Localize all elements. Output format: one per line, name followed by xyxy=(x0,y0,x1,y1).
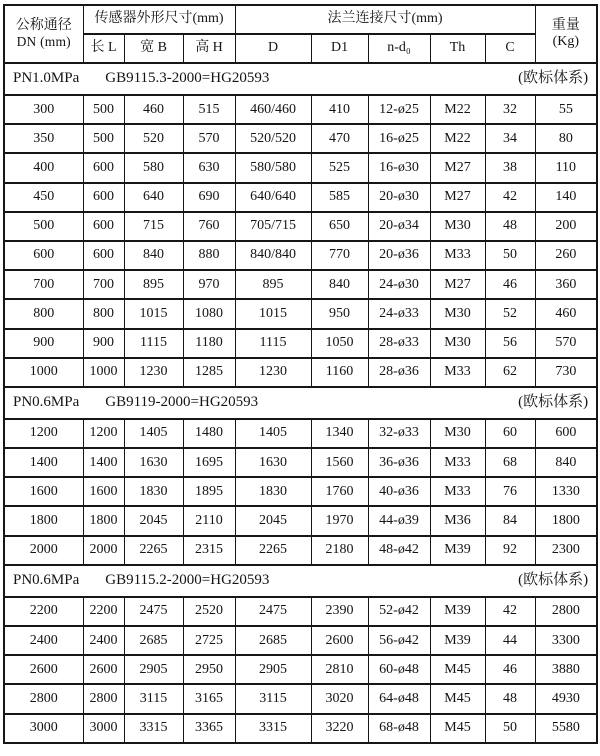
spec-value-cell: 600 xyxy=(83,241,124,270)
spec-value-cell: 1000 xyxy=(4,358,83,387)
spec-value-cell: 44 xyxy=(485,626,535,655)
spec-value-cell: 140 xyxy=(535,183,597,212)
spec-value-cell: 460 xyxy=(124,95,183,124)
spec-value-cell: 2905 xyxy=(124,655,183,684)
spec-value-cell: 2110 xyxy=(183,506,235,535)
spec-value-cell: 880 xyxy=(183,241,235,270)
section-header-row xyxy=(4,387,597,419)
table-row xyxy=(4,655,597,684)
spec-value-cell: 42 xyxy=(485,597,535,626)
spec-value-cell: 1230 xyxy=(124,358,183,387)
spec-value-cell: 950 xyxy=(311,299,368,328)
section-system-note: (欧标体系) xyxy=(518,572,589,589)
section-header-cell xyxy=(4,387,597,419)
column-header-width-b: 宽 B xyxy=(124,34,183,63)
spec-value-cell: 460/460 xyxy=(235,95,311,124)
spec-value-cell: 470 xyxy=(311,124,368,153)
column-header-c: C xyxy=(485,34,535,63)
spec-value-cell: 970 xyxy=(183,270,235,299)
spec-value-cell: 2600 xyxy=(311,626,368,655)
spec-value-cell: 76 xyxy=(485,477,535,506)
spec-value-cell: 840/840 xyxy=(235,241,311,270)
spec-value-cell: 900 xyxy=(83,329,124,358)
spec-value-cell: M30 xyxy=(430,299,485,328)
spec-value-cell: 2725 xyxy=(183,626,235,655)
table-row xyxy=(4,506,597,535)
column-header-weight xyxy=(535,5,597,63)
spec-value-cell: 410 xyxy=(311,95,368,124)
table-row xyxy=(4,329,597,358)
spec-value-cell: 700 xyxy=(83,270,124,299)
spec-value-cell: 2045 xyxy=(124,506,183,535)
spec-value-cell: 1480 xyxy=(183,419,235,448)
spec-value-cell: 68-ø48 xyxy=(368,714,430,743)
spec-value-cell: 640 xyxy=(124,183,183,212)
spec-value-cell: 2045 xyxy=(235,506,311,535)
spec-value-cell: 16-ø25 xyxy=(368,124,430,153)
spec-value-cell: 48-ø42 xyxy=(368,536,430,565)
spec-value-cell: 2200 xyxy=(4,597,83,626)
section-standard-code: GB9119-2000=HG20593 xyxy=(105,394,259,411)
spec-value-cell: 3300 xyxy=(535,626,597,655)
table-row xyxy=(4,212,597,241)
spec-value-cell: 2400 xyxy=(4,626,83,655)
spec-value-cell: M30 xyxy=(430,419,485,448)
header-group-row xyxy=(4,5,597,34)
table-row xyxy=(4,124,597,153)
table-row xyxy=(4,241,597,270)
spec-value-cell: 46 xyxy=(485,270,535,299)
spec-value-cell: 400 xyxy=(4,153,83,182)
dn-header-unit: DN (mm) xyxy=(16,34,71,50)
spec-value-cell: 16-ø30 xyxy=(368,153,430,182)
spec-value-cell: 1830 xyxy=(124,477,183,506)
spec-value-cell: 1800 xyxy=(535,506,597,535)
spec-value-cell: 1630 xyxy=(124,448,183,477)
spec-value-cell: 520/520 xyxy=(235,124,311,153)
column-header-th: Th xyxy=(430,34,485,63)
section-standard-code: GB9115.3-2000=HG20593 xyxy=(105,70,270,87)
spec-value-cell: 1230 xyxy=(235,358,311,387)
spec-value-cell: 64-ø48 xyxy=(368,684,430,713)
spec-value-cell: 4930 xyxy=(535,684,597,713)
column-header-dn xyxy=(4,5,83,63)
spec-value-cell: M27 xyxy=(430,153,485,182)
table-row xyxy=(4,153,597,182)
spec-value-cell: 840 xyxy=(124,241,183,270)
spec-value-cell: 600 xyxy=(83,183,124,212)
spec-value-cell: 3315 xyxy=(124,714,183,743)
spec-value-cell: M33 xyxy=(430,358,485,387)
spec-value-cell: 2180 xyxy=(311,536,368,565)
spec-value-cell: 36-ø36 xyxy=(368,448,430,477)
spec-value-cell: 1200 xyxy=(83,419,124,448)
spec-value-cell: 1970 xyxy=(311,506,368,535)
spec-value-cell: 640/640 xyxy=(235,183,311,212)
spec-value-cell: 895 xyxy=(235,270,311,299)
spec-value-cell: 515 xyxy=(183,95,235,124)
table-row xyxy=(4,299,597,328)
spec-value-cell: 1400 xyxy=(83,448,124,477)
column-group-flange-dimensions: 法兰连接尺寸(mm) xyxy=(235,5,535,34)
spec-value-cell: 92 xyxy=(485,536,535,565)
spec-value-cell: 2950 xyxy=(183,655,235,684)
spec-value-cell: 52-ø42 xyxy=(368,597,430,626)
spec-value-cell: M39 xyxy=(430,597,485,626)
spec-value-cell: M45 xyxy=(430,655,485,684)
spec-value-cell: 1405 xyxy=(124,419,183,448)
table-row xyxy=(4,536,597,565)
spec-value-cell: 110 xyxy=(535,153,597,182)
dn-header-title: 公称通径 xyxy=(15,18,72,34)
spec-value-cell: 12-ø25 xyxy=(368,95,430,124)
spec-value-cell: 580/580 xyxy=(235,153,311,182)
section-pressure-rating: PN0.6MPa xyxy=(13,572,80,589)
table-row xyxy=(4,419,597,448)
spec-value-cell: 1050 xyxy=(311,329,368,358)
spec-value-cell: 1340 xyxy=(311,419,368,448)
spec-value-cell: 600 xyxy=(535,419,597,448)
spec-value-cell: M33 xyxy=(430,448,485,477)
spec-value-cell: 1600 xyxy=(4,477,83,506)
spec-value-cell: 770 xyxy=(311,241,368,270)
spec-value-cell: 630 xyxy=(183,153,235,182)
table-row xyxy=(4,684,597,713)
spec-value-cell: 32 xyxy=(485,95,535,124)
column-group-sensor-dimensions: 传感器外形尺寸(mm) xyxy=(83,5,235,34)
column-header-n-d0: n-d₀ xyxy=(368,34,430,63)
spec-value-cell: 3315 xyxy=(235,714,311,743)
spec-value-cell: 20-ø34 xyxy=(368,212,430,241)
spec-value-cell: 2265 xyxy=(124,536,183,565)
spec-value-cell: 500 xyxy=(83,95,124,124)
table-header xyxy=(4,5,597,63)
spec-value-cell: 570 xyxy=(535,329,597,358)
spec-value-cell: 460 xyxy=(535,299,597,328)
spec-value-cell: 2300 xyxy=(535,536,597,565)
table-section xyxy=(4,387,597,565)
spec-value-cell: 1330 xyxy=(535,477,597,506)
table-row xyxy=(4,714,597,743)
spec-value-cell: 1180 xyxy=(183,329,235,358)
spec-value-cell: 800 xyxy=(4,299,83,328)
spec-value-cell: 56 xyxy=(485,329,535,358)
spec-value-cell: 2475 xyxy=(124,597,183,626)
spec-value-cell: 585 xyxy=(311,183,368,212)
spec-value-cell: 500 xyxy=(83,124,124,153)
spec-value-cell: 1800 xyxy=(83,506,124,535)
table-row xyxy=(4,597,597,626)
spec-value-cell: 1160 xyxy=(311,358,368,387)
spec-value-cell: 3880 xyxy=(535,655,597,684)
spec-value-cell: 500 xyxy=(4,212,83,241)
spec-value-cell: 5580 xyxy=(535,714,597,743)
table-row xyxy=(4,477,597,506)
spec-value-cell: 2905 xyxy=(235,655,311,684)
spec-value-cell: 46 xyxy=(485,655,535,684)
spec-value-cell: 3000 xyxy=(4,714,83,743)
spec-value-cell: 2600 xyxy=(4,655,83,684)
spec-value-cell: 1560 xyxy=(311,448,368,477)
spec-value-cell: 570 xyxy=(183,124,235,153)
table-section xyxy=(4,565,597,743)
spec-value-cell: M33 xyxy=(430,241,485,270)
spec-value-cell: 3165 xyxy=(183,684,235,713)
spec-value-cell: 3115 xyxy=(124,684,183,713)
table-row xyxy=(4,358,597,387)
spec-value-cell: M45 xyxy=(430,714,485,743)
spec-value-cell: 900 xyxy=(4,329,83,358)
spec-value-cell: 690 xyxy=(183,183,235,212)
spec-value-cell: 840 xyxy=(311,270,368,299)
spec-value-cell: 60-ø48 xyxy=(368,655,430,684)
spec-value-cell: 50 xyxy=(485,241,535,270)
spec-value-cell: 1800 xyxy=(4,506,83,535)
spec-value-cell: 1630 xyxy=(235,448,311,477)
dimension-spec-table xyxy=(3,4,598,744)
spec-value-cell: 1600 xyxy=(83,477,124,506)
spec-value-cell: M33 xyxy=(430,477,485,506)
spec-value-cell: 2800 xyxy=(83,684,124,713)
table-row xyxy=(4,270,597,299)
spec-value-cell: M36 xyxy=(430,506,485,535)
spec-value-cell: 2810 xyxy=(311,655,368,684)
spec-value-cell: 80 xyxy=(535,124,597,153)
header-sub-row xyxy=(4,34,597,63)
spec-value-cell: 1760 xyxy=(311,477,368,506)
spec-value-cell: M30 xyxy=(430,212,485,241)
spec-value-cell: 20-ø36 xyxy=(368,241,430,270)
spec-value-cell: 52 xyxy=(485,299,535,328)
spec-value-cell: 20-ø30 xyxy=(368,183,430,212)
section-pressure-rating: PN0.6MPa xyxy=(13,394,80,411)
spec-value-cell: M45 xyxy=(430,684,485,713)
spec-value-cell: 2000 xyxy=(83,536,124,565)
section-system-note: (欧标体系) xyxy=(518,70,589,87)
column-header-height-h: 高 H xyxy=(183,34,235,63)
column-header-length-l: 长 L xyxy=(83,34,124,63)
spec-value-cell: 760 xyxy=(183,212,235,241)
spec-value-cell: 450 xyxy=(4,183,83,212)
spec-value-cell: 800 xyxy=(83,299,124,328)
spec-value-cell: 56-ø42 xyxy=(368,626,430,655)
table-row xyxy=(4,448,597,477)
spec-value-cell: 520 xyxy=(124,124,183,153)
spec-value-cell: 840 xyxy=(535,448,597,477)
spec-value-cell: 40-ø36 xyxy=(368,477,430,506)
spec-value-cell: 55 xyxy=(535,95,597,124)
spec-value-cell: 1015 xyxy=(235,299,311,328)
table-row xyxy=(4,95,597,124)
spec-value-cell: 2685 xyxy=(235,626,311,655)
spec-value-cell: 200 xyxy=(535,212,597,241)
spec-value-cell: 2600 xyxy=(83,655,124,684)
spec-value-cell: 2685 xyxy=(124,626,183,655)
spec-value-cell: 24-ø33 xyxy=(368,299,430,328)
spec-value-cell: 60 xyxy=(485,419,535,448)
spec-value-cell: 2000 xyxy=(4,536,83,565)
spec-value-cell: 44-ø39 xyxy=(368,506,430,535)
spec-value-cell: M39 xyxy=(430,536,485,565)
spec-value-cell: 1015 xyxy=(124,299,183,328)
spec-value-cell: M27 xyxy=(430,183,485,212)
spec-value-cell: 3000 xyxy=(83,714,124,743)
spec-value-cell: 525 xyxy=(311,153,368,182)
column-header-d1: D1 xyxy=(311,34,368,63)
spec-value-cell: 34 xyxy=(485,124,535,153)
spec-value-cell: 24-ø30 xyxy=(368,270,430,299)
spec-value-cell: 2200 xyxy=(83,597,124,626)
section-header-row xyxy=(4,565,597,597)
spec-value-cell: 2800 xyxy=(535,597,597,626)
table-row xyxy=(4,626,597,655)
spec-value-cell: 1830 xyxy=(235,477,311,506)
table-section xyxy=(4,63,597,387)
spec-value-cell: 1115 xyxy=(124,329,183,358)
spec-value-cell: 700 xyxy=(4,270,83,299)
spec-value-cell: 1400 xyxy=(4,448,83,477)
spec-value-cell: 2315 xyxy=(183,536,235,565)
weight-header-unit: (Kg) xyxy=(552,34,580,49)
spec-value-cell: 2520 xyxy=(183,597,235,626)
spec-value-cell: 68 xyxy=(485,448,535,477)
spec-value-cell: 650 xyxy=(311,212,368,241)
spec-value-cell: 3115 xyxy=(235,684,311,713)
spec-value-cell: M30 xyxy=(430,329,485,358)
spec-value-cell: 600 xyxy=(83,153,124,182)
spec-value-cell: 1000 xyxy=(83,358,124,387)
column-header-d: D xyxy=(235,34,311,63)
spec-value-cell: 730 xyxy=(535,358,597,387)
section-header-cell xyxy=(4,63,597,95)
spec-value-cell: 580 xyxy=(124,153,183,182)
spec-value-cell: 1405 xyxy=(235,419,311,448)
spec-value-cell: 2390 xyxy=(311,597,368,626)
spec-value-cell: 2265 xyxy=(235,536,311,565)
spec-value-cell: 2400 xyxy=(83,626,124,655)
spec-value-cell: 360 xyxy=(535,270,597,299)
spec-value-cell: 32-ø33 xyxy=(368,419,430,448)
section-standard-code: GB9115.2-2000=HG20593 xyxy=(105,572,270,589)
section-header-cell xyxy=(4,565,597,597)
spec-value-cell: M39 xyxy=(430,626,485,655)
spec-value-cell: 38 xyxy=(485,153,535,182)
spec-value-cell: 48 xyxy=(485,212,535,241)
spec-value-cell: M22 xyxy=(430,124,485,153)
spec-value-cell: 715 xyxy=(124,212,183,241)
spec-value-cell: 895 xyxy=(124,270,183,299)
spec-value-cell: 84 xyxy=(485,506,535,535)
spec-value-cell: 705/715 xyxy=(235,212,311,241)
table-row xyxy=(4,183,597,212)
spec-value-cell: M27 xyxy=(430,270,485,299)
spec-value-cell: 3220 xyxy=(311,714,368,743)
spec-value-cell: 600 xyxy=(83,212,124,241)
spec-value-cell: 1080 xyxy=(183,299,235,328)
spec-value-cell: 1285 xyxy=(183,358,235,387)
spec-value-cell: 50 xyxy=(485,714,535,743)
section-system-note: (欧标体系) xyxy=(518,394,589,411)
spec-value-cell: 350 xyxy=(4,124,83,153)
spec-value-cell: M22 xyxy=(430,95,485,124)
spec-value-cell: 260 xyxy=(535,241,597,270)
spec-value-cell: 3020 xyxy=(311,684,368,713)
spec-value-cell: 2800 xyxy=(4,684,83,713)
spec-value-cell: 600 xyxy=(4,241,83,270)
spec-value-cell: 1695 xyxy=(183,448,235,477)
spec-value-cell: 2475 xyxy=(235,597,311,626)
spec-value-cell: 28-ø33 xyxy=(368,329,430,358)
spec-value-cell: 48 xyxy=(485,684,535,713)
spec-value-cell: 1200 xyxy=(4,419,83,448)
spec-value-cell: 28-ø36 xyxy=(368,358,430,387)
spec-value-cell: 62 xyxy=(485,358,535,387)
spec-value-cell: 1895 xyxy=(183,477,235,506)
spec-value-cell: 1115 xyxy=(235,329,311,358)
weight-header-title: 重量 xyxy=(551,17,580,33)
spec-value-cell: 300 xyxy=(4,95,83,124)
spec-value-cell: 42 xyxy=(485,183,535,212)
section-header-row xyxy=(4,63,597,95)
spec-value-cell: 3365 xyxy=(183,714,235,743)
section-pressure-rating: PN1.0MPa xyxy=(13,70,80,87)
